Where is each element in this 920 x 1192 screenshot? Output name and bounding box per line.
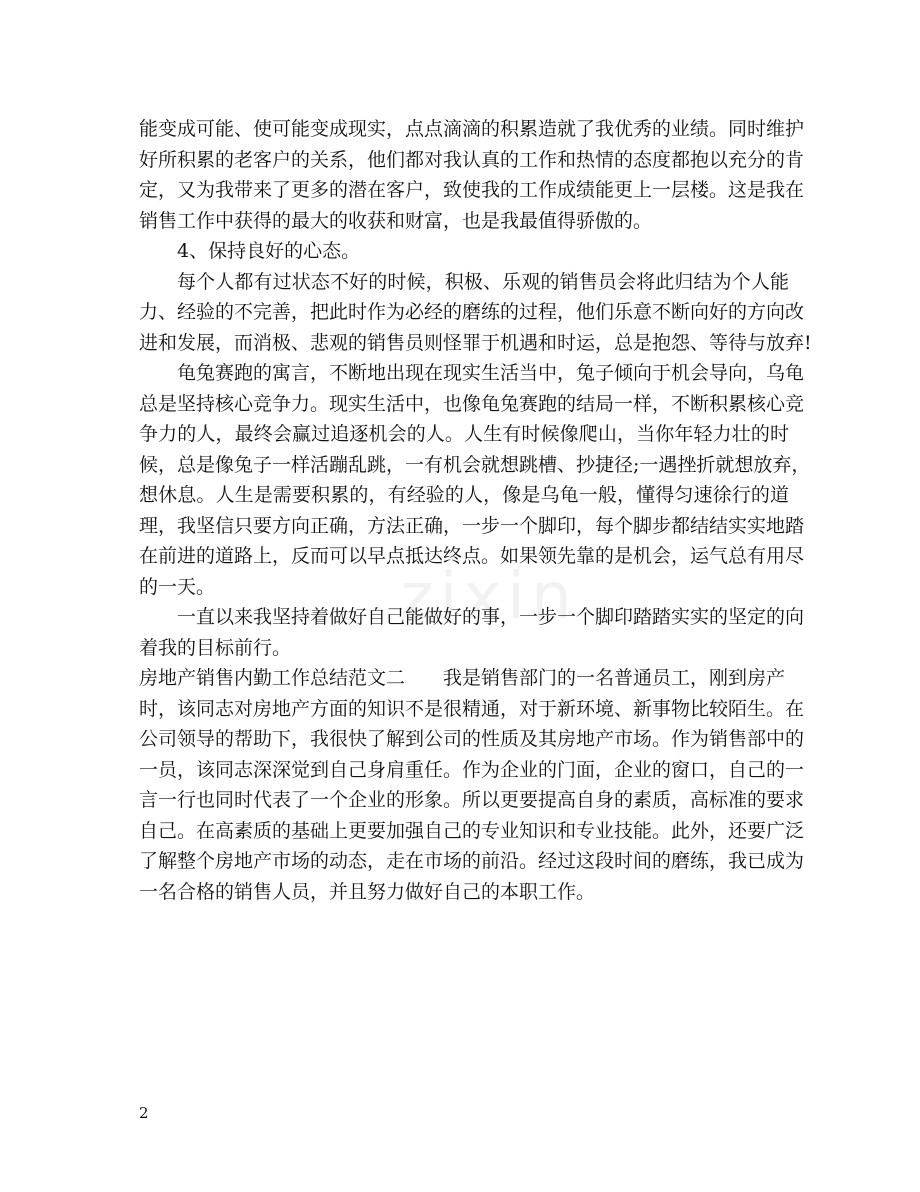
- text-line: 每个人都有过状态不好的时候，积极、乐观的销售员会将此归结为个人能: [177, 270, 789, 293]
- text-line: 4、保持良好的心态。: [177, 240, 361, 262]
- text-line: 能变成可能、使可能变成现实，点点滴滴的积累造就了我优秀的业绩。同时维护: [139, 118, 805, 140]
- text-line: 力、经验的不完善，把此时作为必经的磨练的过程，他们乐意不断向好的方向改: [139, 301, 805, 323]
- paragraph: [139, 236, 789, 267]
- section-title: 房地产销售内勤工作总结范文二: [139, 667, 406, 689]
- paragraph: [139, 114, 805, 236]
- paragraph: [139, 602, 805, 663]
- text-line: 候，总是像兔子一样活蹦乱跳，一有机会就想跳槽、抄捷径;一遇挫折就想放弃，: [139, 453, 811, 476]
- text-line: 销售工作中获得的最大的收获和财富，也是我最值得骄傲的。: [139, 209, 653, 232]
- text-line: 一员，该同志深深觉到自己身肩重任。作为企业的门面，企业的窗口，自己的一: [139, 758, 805, 781]
- text-line: 在前进的道路上，反而可以早点抵达终点。如果领先靠的是机会，运气总有用尽: [139, 545, 805, 567]
- text-line: 一直以来我坚持着做好自己能做好的事，一步一个脚印踏踏实实的坚定的向: [177, 606, 805, 628]
- text-line: 了解整个房地产市场的动态，走在市场的前沿。经过这段时间的磨练，我已成为: [139, 850, 805, 872]
- paragraph: [139, 267, 812, 359]
- page-number: 2: [139, 1104, 149, 1122]
- text-line: 一名合格的销售人员，并且努力做好自己的本职工作。: [139, 880, 596, 903]
- text-line: 自己。在高素质的基础上更要加强自己的专业知识和专业技能。此外，还要广泛: [139, 819, 805, 842]
- watermark: zixin: [400, 560, 578, 634]
- text-line: 龟兔赛跑的寓言，不断地出现在现实生活当中，兔子倾向于机会导向，乌龟: [177, 362, 805, 384]
- document-body: [139, 114, 812, 907]
- text-line: 着我的目标前行。: [139, 636, 292, 659]
- text-line: 好所积累的老客户的关系，他们都对我认真的工作和热情的态度都抱以充分的肯: [139, 148, 805, 171]
- text-line: 时，该同志对房地产方面的知识不是很精通，对于新环境、新事物比较陌生。在: [139, 697, 805, 720]
- paragraph: [139, 358, 811, 602]
- text-line: 言一行也同时代表了一个企业的形象。所以更要提高自身的素质，高标准的要求: [139, 789, 805, 811]
- text-line: 理，我坚信只要方向正确，方法正确，一步一个脚印，每个脚步都结结实实地踏: [139, 514, 805, 537]
- text-line: 公司领导的帮助下，我很快了解到公司的性质及其房地产市场。作为销售部中的: [139, 728, 805, 750]
- text-line: 的一天。: [139, 575, 216, 598]
- text-line: 进和发展，而消极、悲观的销售员则怪罪于机遇和时运，总是抱怨、等待与放弃!: [139, 331, 812, 354]
- text-line: 我是销售部门的一名普通员工，刚到房产: [443, 667, 786, 689]
- section-first-line: [139, 663, 789, 694]
- text-line: 想休息。人生是需要积累的，有经验的人，像是乌龟一般，懂得匀速徐行的道: [139, 484, 789, 506]
- text-line: 定，又为我带来了更多的潜在客户，致使我的工作成绩能更上一层楼。这是我在: [139, 179, 805, 201]
- text-line: 总是坚持核心竞争力。现实生活中，也像龟兔赛跑的结局一样，不断积累核心竞: [139, 392, 805, 415]
- section: [139, 663, 805, 907]
- text-line: 争力的人，最终会赢过追逐机会的人。人生有时候像爬山，当你年轻力壮的时: [139, 423, 789, 445]
